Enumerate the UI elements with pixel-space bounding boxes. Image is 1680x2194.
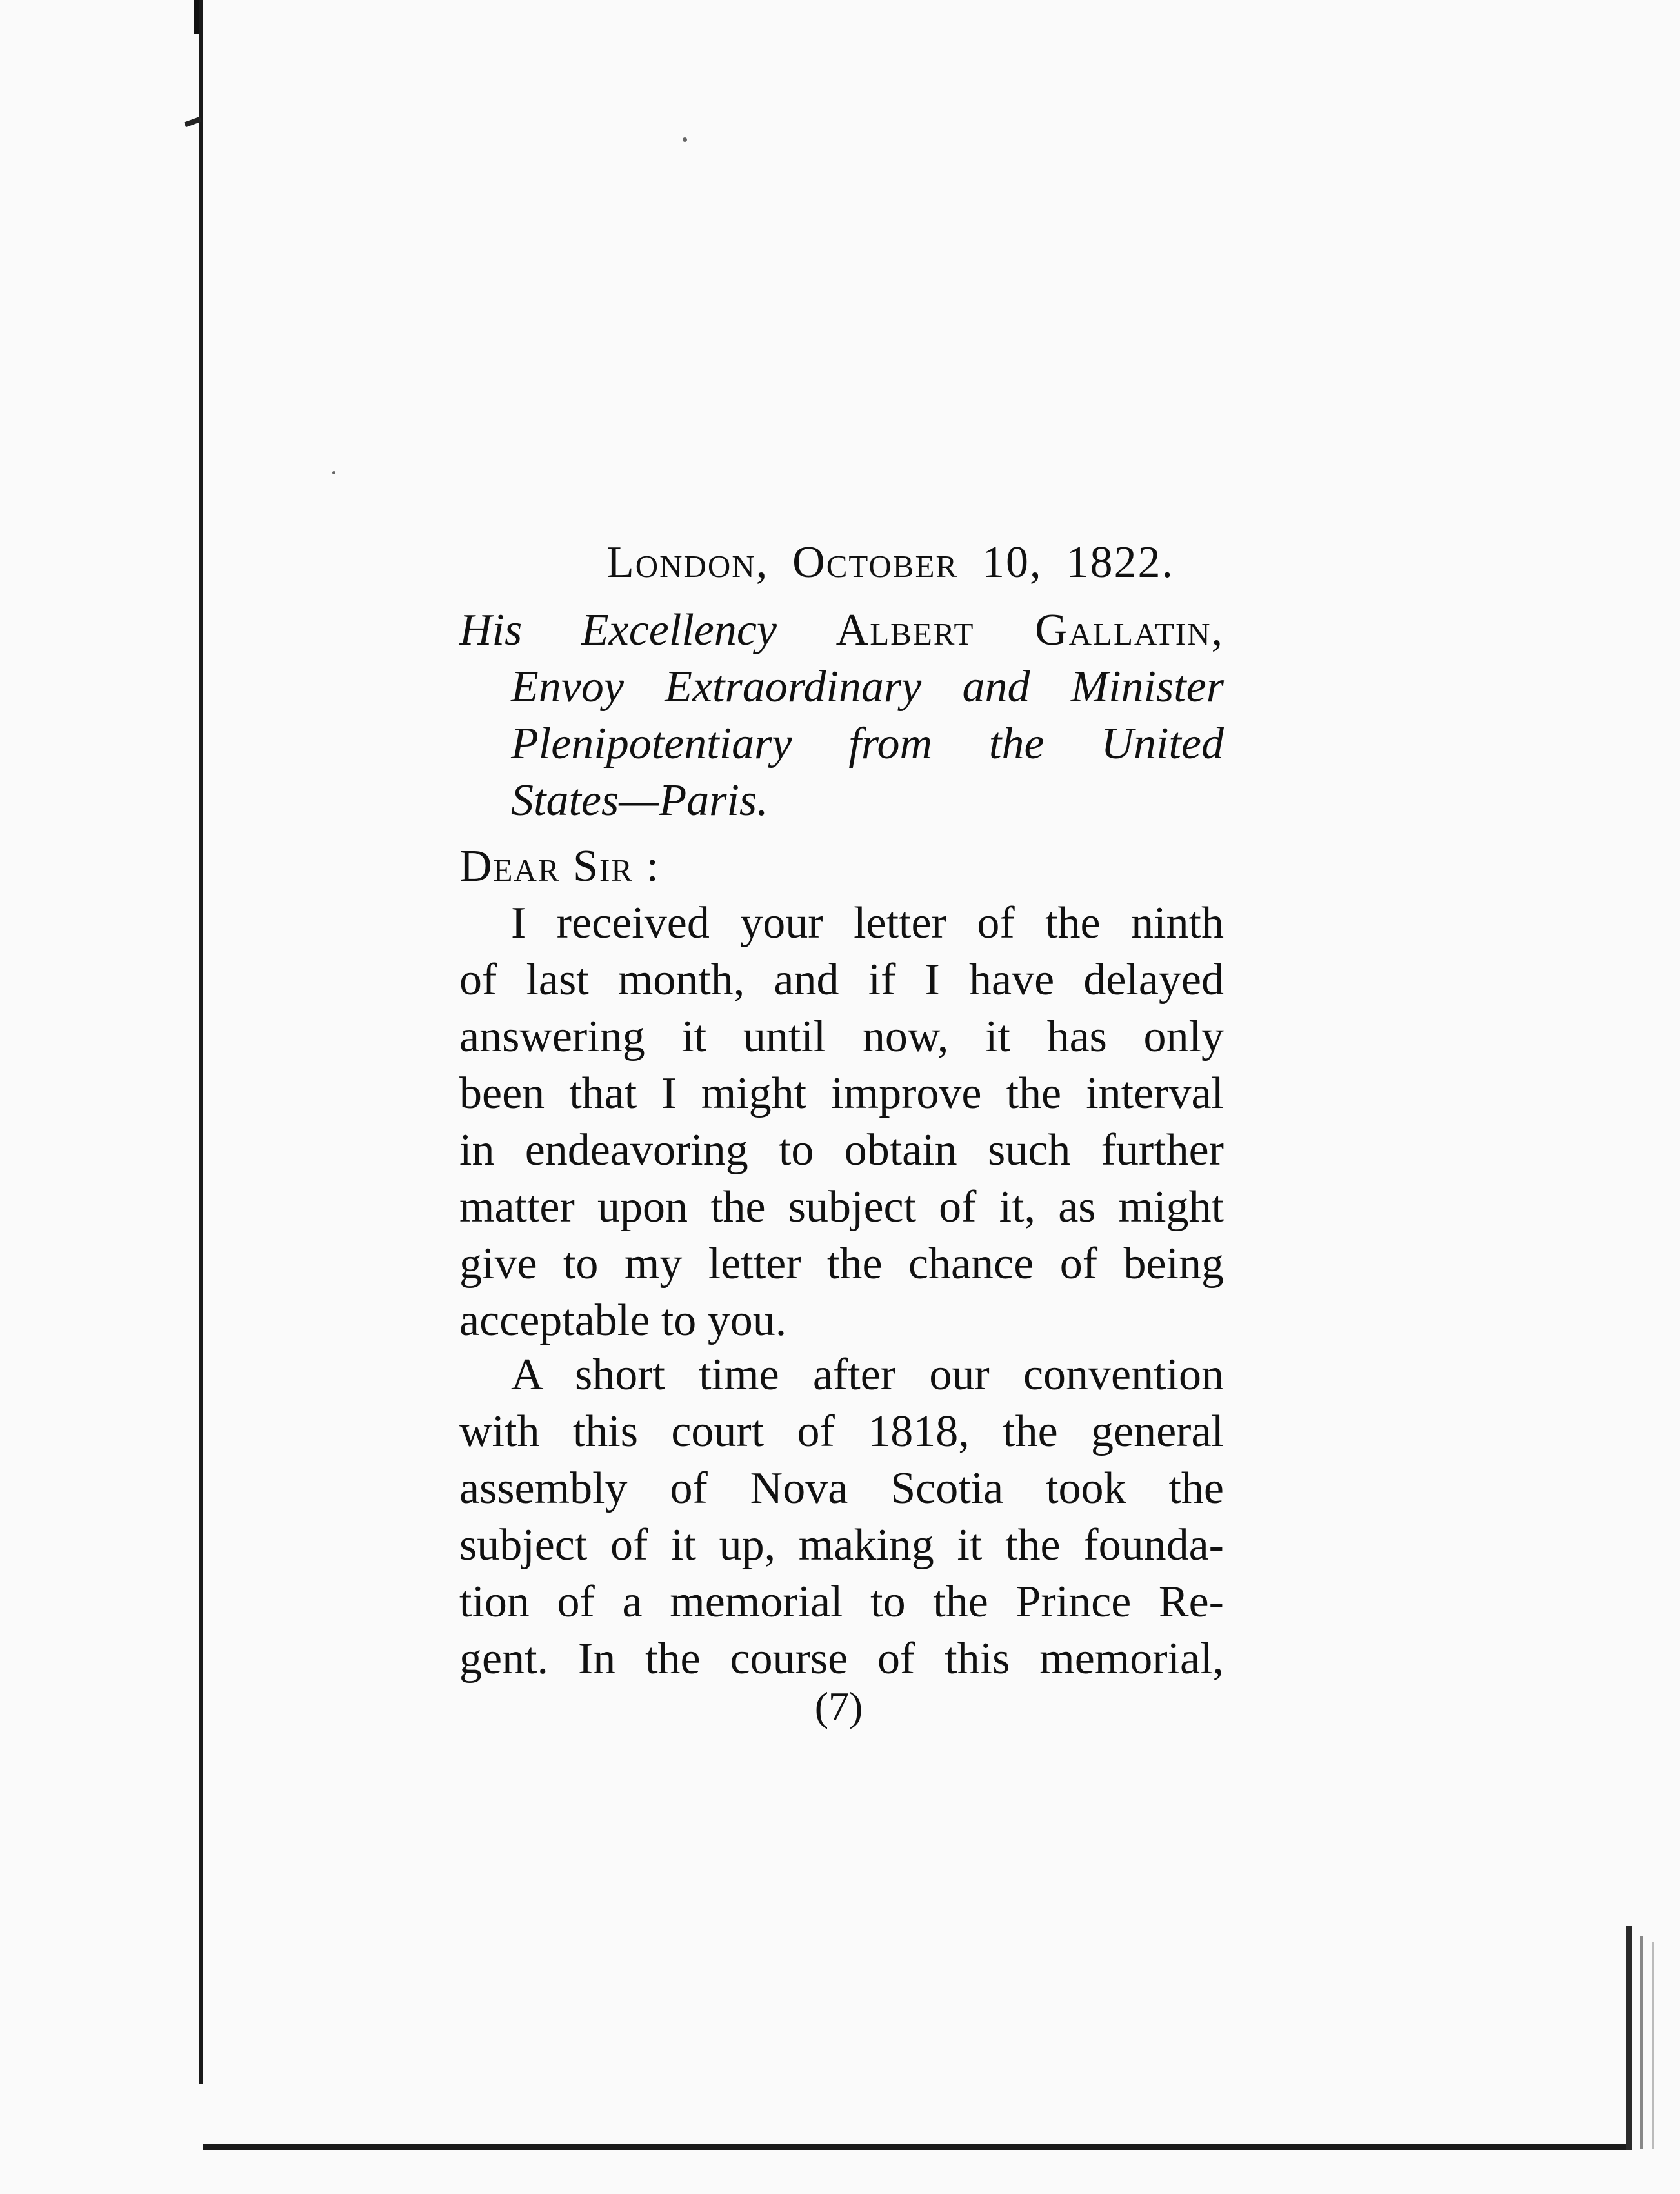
page-right-edge-3: [1652, 1942, 1654, 2149]
text-line: gent. In the course of this memorial,: [459, 1634, 1224, 1684]
honorific: His Excellency: [459, 605, 777, 655]
text-line: tion of a memorial to the Prince Re-: [459, 1577, 1224, 1627]
address-line: Envoy Extraordinary and Minister: [511, 662, 1224, 712]
text-line: assembly of Nova Scotia took the: [459, 1464, 1224, 1513]
page-number: (7): [814, 1684, 863, 1729]
page-bottom-edge: [203, 2144, 1629, 2150]
addressee-line: [459, 602, 1224, 659]
text-line: acceptable to you.: [459, 1296, 787, 1345]
page-right-edge-2: [1640, 1936, 1643, 2149]
salutation: Dear Sir :: [459, 841, 660, 891]
text-line: in endeavoring to obtain such further: [459, 1125, 1224, 1175]
text-line: I received your letter of the ninth: [511, 898, 1224, 948]
text-line: been that I might improve the interval: [459, 1069, 1224, 1118]
text-line: answering it until now, it has only: [459, 1012, 1224, 1062]
address-line: Plenipotentiary from the United: [511, 719, 1224, 769]
scan-speck: [683, 137, 687, 142]
text-line: matter upon the subject of it, as might: [459, 1182, 1224, 1232]
gutter-shadow: [199, 0, 203, 2084]
address-line: States—Paris.: [511, 776, 768, 825]
text-line: A short time after our convention: [511, 1350, 1224, 1400]
dateline: London, October 10, 1822.: [606, 538, 1174, 587]
addressee-name: Albert Gallatin,: [835, 605, 1224, 655]
text-line: with this court of 1818, the general: [459, 1407, 1224, 1456]
page-right-edge: [1626, 1926, 1632, 2150]
text-line: give to my letter the chance of being: [459, 1239, 1224, 1289]
text-line: of last month, and if I have delayed: [459, 955, 1224, 1005]
text-line: subject of it up, making it the founda-: [459, 1520, 1224, 1570]
scan-speck: [332, 471, 335, 474]
